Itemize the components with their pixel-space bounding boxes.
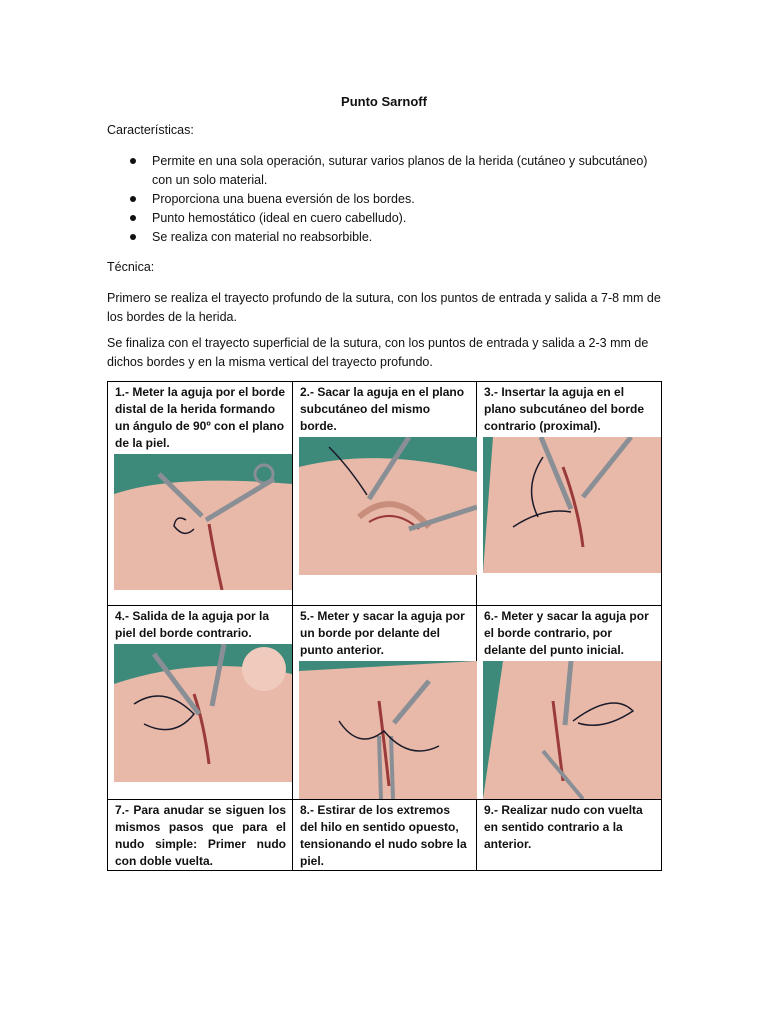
surgery-photo-4 <box>114 644 292 782</box>
step-caption: 4.- Salida de la aguja por la piel del borde contrario. <box>115 609 270 640</box>
step-caption: 8.- Estirar de los extremos del hilo en sentido opuesto, tensionando el nudo sobre la piel. <box>300 803 467 868</box>
surgery-photo-5 <box>299 661 477 799</box>
technique-paragraph-2: Se finaliza con el trayecto superficial de la sutura, con los puntos de entrada y salida a 2-3 mm de dichos bordes y en la misma vertical del trayecto profundo. <box>107 336 649 369</box>
step-cell-6 <box>477 606 662 800</box>
table-row <box>108 382 662 606</box>
technique-label: Técnica: <box>107 260 155 274</box>
step-cell-7 <box>108 800 293 871</box>
technique-paragraph-1: Primero se realiza el trayecto profundo de la sutura, con los puntos de entrada y salida a 7-8 mm de los bordes de la herida. <box>107 291 661 324</box>
feature-item: Punto hemostático (ideal en cuero cabelludo). <box>128 209 668 228</box>
table-row <box>108 606 662 800</box>
step-caption: 9.- Realizar nudo con vuelta en sentido contrario a la anterior. <box>484 803 643 851</box>
step-caption: 1.- Meter la aguja por el borde distal de la herida formando un ángulo de 90º con el plano de la piel. <box>115 385 286 450</box>
step-cell-3 <box>477 382 662 606</box>
step-cell-4 <box>108 606 293 800</box>
table-row <box>108 800 662 871</box>
feature-item: Se realiza con material no reabsorbible. <box>128 228 668 247</box>
step-cell-1 <box>108 382 293 606</box>
surgery-photo-6 <box>483 661 661 799</box>
step-caption: 5.- Meter y sacar la aguja por un borde por delante del punto anterior. <box>300 609 465 657</box>
steps-table <box>107 381 662 871</box>
step-caption: 7.- Para anudar se siguen los mismos pasos que para el nudo simple: Primer nudo con doble vuelta. <box>115 803 286 868</box>
step-caption: 3.- Insertar la aguja en el plano subcutáneo del borde contrario (proximal). <box>484 385 645 433</box>
step-caption: 2.- Sacar la aguja en el plano subcutáneo del mismo borde. <box>300 385 465 433</box>
surgery-photo-3 <box>483 437 661 573</box>
step-cell-2 <box>293 382 477 606</box>
surgery-photo-2 <box>299 437 477 575</box>
page-title: Punto Sarnoff <box>341 94 427 109</box>
features-list <box>128 152 668 247</box>
features-label: Características: <box>107 123 194 137</box>
step-cell-5 <box>293 606 477 800</box>
step-cell-8 <box>293 800 477 871</box>
surgery-photo-1 <box>114 454 292 590</box>
feature-item: Permite en una sola operación, suturar varios planos de la herida (cutáneo y subcutáneo) con un solo material. <box>128 152 668 190</box>
step-cell-9 <box>477 800 662 871</box>
step-caption: 6.- Meter y sacar la aguja por el borde contrario, por delante del punto inicial. <box>484 609 649 657</box>
feature-item: Proporciona una buena eversión de los bordes. <box>128 190 668 209</box>
